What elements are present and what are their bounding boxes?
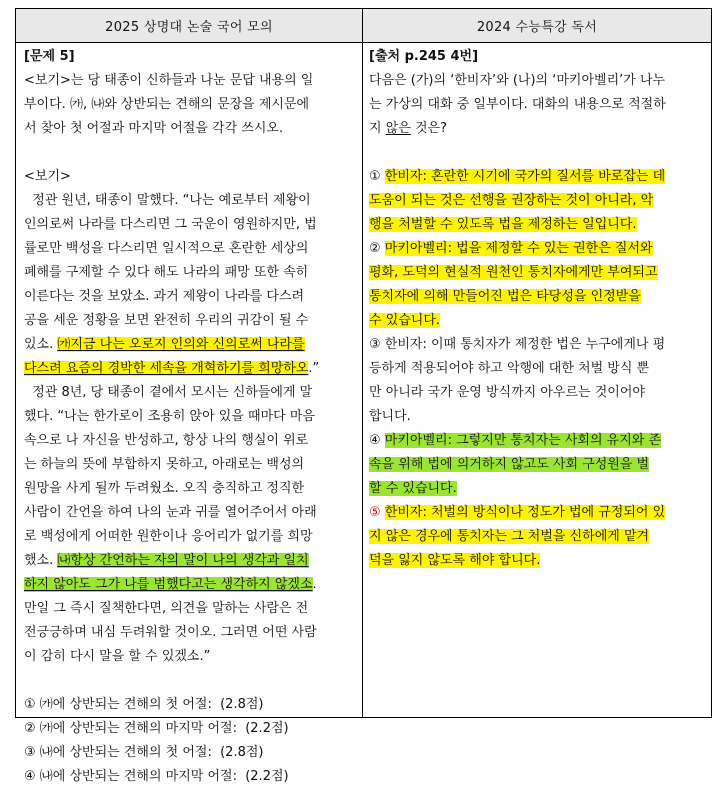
choice-1-text: 도움이 되는 것은 선행을 권장하는 것이 아니라, 악 (369, 193, 654, 208)
instruction-line: <보기>는 당 태종이 신하들과 나눈 문답 내용의 일 (24, 73, 314, 88)
passage-text: .” (308, 361, 320, 376)
choice-2-line (369, 261, 707, 285)
spacer (24, 669, 358, 693)
comparison-table (15, 8, 712, 784)
passage-line: 는 하늘의 뜻에 부합하지 못하고, 아래로는 백성의 (24, 457, 305, 472)
choice-1-line (369, 189, 707, 213)
passage-line: 사람이 간언을 하여 나의 눈과 귀를 열어주어서 아래 (24, 505, 317, 520)
passage-line: 정관 8년, 당 태종이 곁에서 모시는 신하들에게 말 (24, 385, 313, 400)
passage-line: 폐해를 구제할 수 있다 해도 나라의 패망 또한 속히 (24, 265, 309, 280)
choice-2-line (369, 285, 707, 309)
passage-text: . (312, 577, 317, 592)
question-text: 지 (369, 121, 386, 136)
passage-line-highlight-ga (24, 357, 358, 381)
answer-item: ① ㈎에 상반되는 견해의 첫 어절: (2.8점) (24, 697, 264, 712)
choice-1-text: 한비자: 혼란한 시기에 국가의 질서를 바로잡는 데 (384, 169, 666, 184)
left-column-header (16, 9, 362, 43)
spacer (369, 141, 707, 165)
left-column-body (24, 45, 358, 789)
choice-4-text: 속을 위해 법에 의거하지 않고도 사회 구성원을 벌 (369, 457, 650, 472)
question-line: 다음은 (가)의 ‘한비자’와 (나)의 ‘마키아벨리’가 나누 (369, 73, 666, 88)
passage-line-highlight-ga (24, 333, 358, 357)
answer-item: ④ ㈏에 상반되는 견해의 마지막 어절: (2.2점) (24, 769, 289, 784)
choice-4-line (369, 477, 707, 501)
highlight-ga-part2: 다스려 요즘의 경박한 세속을 개혁하기를 희망하오 (24, 361, 309, 376)
right-column-header (363, 9, 711, 43)
choice-4-text: 마키아벨리: 그렇지만 통치자는 사회의 유지와 존 (384, 433, 661, 448)
choice-3-line: 합니다. (369, 409, 411, 424)
choice-2-text: 통치자에 의해 만들어진 법은 타당성을 인정받을 (369, 289, 641, 304)
choice-5-line (369, 501, 707, 525)
choice-2-line (369, 237, 707, 261)
choice-5-text: 한비자: 처벌의 방식이나 정도가 법에 규정되어 있 (384, 505, 666, 520)
choice-4-line (369, 453, 707, 477)
choice-2-line (369, 309, 707, 333)
choice-2-text: 마키아벨리: 법을 제정할 수 있는 권한은 질서와 (384, 241, 653, 256)
instruction-line: 서 찾아 첫 어절과 마지막 어절을 각각 쓰시오. (24, 121, 284, 136)
choice-5-number-answer: ⑤ (369, 505, 381, 520)
choice-2-number: ② (369, 241, 381, 256)
passage-text: 했소. (24, 553, 58, 568)
question-line: 는 가상의 대화 중 일부이다. 대화의 내용으로 적절하 (369, 97, 666, 112)
passage-line-highlight-na (24, 573, 358, 597)
passage-line-highlight-na (24, 549, 358, 573)
passage-line: 이 감히 다시 말을 할 수 있겠소.” (24, 649, 211, 664)
bogi-label: <보기> (24, 169, 71, 184)
passage-line: 이른다는 것을 보았소. 과거 제왕이 나라를 다스려 (24, 289, 305, 304)
highlight-na-part2: 하지 않아도 그가 나를 범했다고는 생각하지 않겠소 (24, 577, 313, 592)
source-label: [출처 p.245 4번] (369, 49, 479, 64)
choice-5-line (369, 525, 707, 549)
question-not-emphasis: 않은 (385, 121, 411, 136)
passage-line: 전긍긍하며 내심 두려워할 것이오. 그러면 어떤 사람 (24, 625, 317, 640)
problem-label: [문제 5] (24, 49, 75, 64)
passage-line: 원망을 사게 될까 두려웠소. 오직 충직하고 정직한 (24, 481, 305, 496)
passage-line: 인의로써 나라를 다스리면 그 국운이 영원하지만, 법 (24, 217, 317, 232)
choice-5-text: 덕을 잃지 않도록 해야 합니다. (369, 553, 541, 568)
passage-line: 속으로 나 자신을 반성하고, 항상 나의 행실이 위로 (24, 433, 309, 448)
choice-3-line: 만 아니라 국가 운영 방식까지 아우르는 것이어야 (369, 385, 645, 400)
answer-item: ③ ㈏에 상반되는 견해의 첫 어절: (2.8점) (24, 745, 264, 760)
passage-line: 정관 원년, 태종이 말했다. “나는 예로부터 제왕이 (24, 193, 311, 208)
choice-3-text: 한비자: 이때 통치자가 제정한 법은 누구에게나 평 (384, 337, 666, 352)
choice-3-line: 등하게 적용되어야 하고 악행에 대한 처벌 방식 뿐 (369, 361, 650, 376)
passage-line: 만일 그 즉시 질책한다면, 의견을 말하는 사람은 전 (24, 601, 309, 616)
right-column-body (369, 45, 707, 573)
passage-text: 있소. (24, 337, 58, 352)
choice-5-line (369, 549, 707, 573)
column-divider (362, 9, 363, 717)
passage-line: 했다. “나는 한가로이 조용히 앉아 있을 때마다 마음 (24, 409, 315, 424)
choice-1-line (369, 165, 707, 189)
choice-5-text: 지 않은 경우에 통치자는 그 처벌을 신하에게 맡겨 (369, 529, 650, 544)
choice-1-line (369, 213, 707, 237)
choice-4-line (369, 429, 707, 453)
answer-item: ② ㈎에 상반되는 견해의 마지막 어절: (2.2점) (24, 721, 289, 736)
right-column-title: 2024 수능특강 독서 (476, 20, 598, 35)
passage-line: 률로만 백성을 다스리면 일시적으로 혼란한 세상의 (24, 241, 309, 256)
passage-line: 로 백성에게 어떠한 원한이나 응어리가 없기를 희망 (24, 529, 313, 544)
choice-3-line (369, 333, 707, 357)
choice-1-text: 행을 처벌할 수 있도록 법을 제정하는 일입니다. (369, 217, 637, 232)
choice-2-text: 평화, 도덕의 현실적 원천인 통치자에게만 부여되고 (369, 265, 658, 280)
spacer (24, 141, 358, 165)
choice-2-text: 수 있습니다. (369, 313, 441, 328)
choice-4-number: ④ (369, 433, 381, 448)
highlight-ga-part1: ㈎지금 나는 오로지 인의와 신의로써 나라를 (57, 337, 305, 352)
passage-line: 공을 세운 정황을 보면 완전히 우리의 귀감이 될 수 (24, 313, 309, 328)
instruction-line: 부이다. ㈎, ㈏와 상반되는 견해의 문장을 제시문에 (24, 97, 310, 112)
choice-4-text: 할 수 있습니다. (369, 481, 457, 496)
highlight-na-part1: ㈏항상 간언하는 자의 말이 나의 생각과 일치 (57, 553, 309, 568)
left-column-title: 2025 상명대 논술 국어 모의 (105, 20, 273, 35)
question-line (369, 117, 707, 141)
choice-3-number: ③ (369, 337, 381, 352)
choice-1-number: ① (369, 169, 381, 184)
question-text: 것은? (410, 121, 447, 136)
